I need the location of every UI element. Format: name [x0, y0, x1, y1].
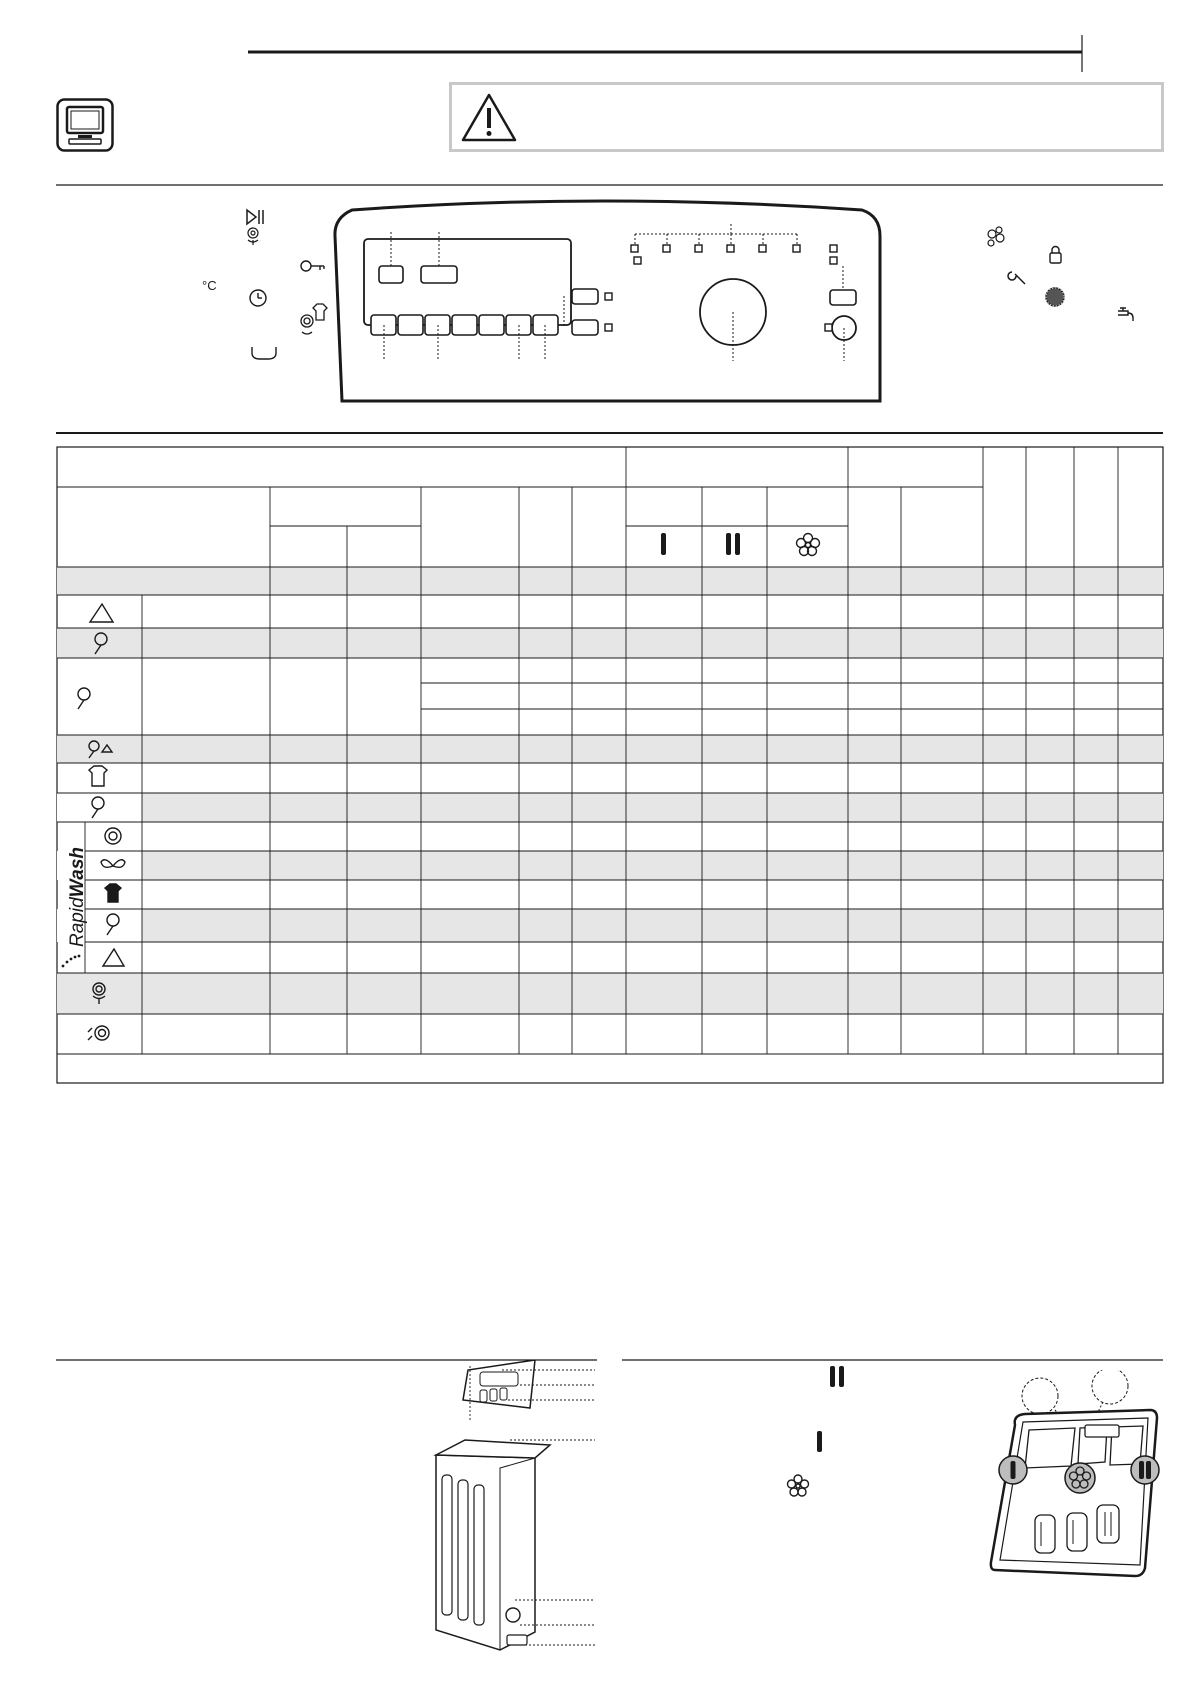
dispenser-compartment-i: [999, 1456, 1027, 1484]
washing-machine-illustration: [430, 1360, 600, 1655]
compartment-i-symbol: [661, 533, 666, 555]
rapid-label-light: Rapid: [67, 897, 88, 947]
left-symbol-legend: [190, 200, 330, 370]
steam-shirt-icon: [301, 304, 327, 334]
tap-icon: [1118, 308, 1133, 321]
tub-icon: [252, 347, 276, 359]
stain-icon: [988, 227, 1004, 246]
section-divider-top: [0, 180, 1191, 190]
key-lock-icon: [301, 261, 324, 271]
compartment-i-text-symbol: [816, 1430, 824, 1454]
program-table: [0, 440, 1191, 1090]
filter-icon: [1046, 288, 1064, 306]
dispenser-compartment-ii: [1131, 1456, 1159, 1484]
spin-icon: [248, 228, 258, 245]
control-panel-illustration: [332, 196, 892, 406]
section-divider-table: [0, 428, 1191, 438]
play-pause-icon: [247, 210, 263, 224]
rapid-label-bold: Wash: [67, 847, 88, 898]
softener-text-symbol: [786, 1474, 810, 1498]
warning-box: [449, 82, 1164, 152]
right-symbol-legend: [982, 222, 1142, 332]
lock-icon: [1050, 247, 1061, 264]
dispenser-softener: [1065, 1463, 1095, 1493]
rapid-wash-label: [67, 842, 89, 952]
delay-timer-icon: [250, 290, 266, 306]
temperature-icon: °C: [202, 278, 217, 293]
warning-icon: [460, 92, 518, 144]
monitor-icon: [56, 98, 114, 152]
service-wrench-icon: [1008, 272, 1025, 284]
compartment-ii-text-symbol: [830, 1365, 844, 1389]
dispenser-drawer-illustration: [985, 1370, 1165, 1580]
rapid-darks-icon: [105, 884, 121, 902]
